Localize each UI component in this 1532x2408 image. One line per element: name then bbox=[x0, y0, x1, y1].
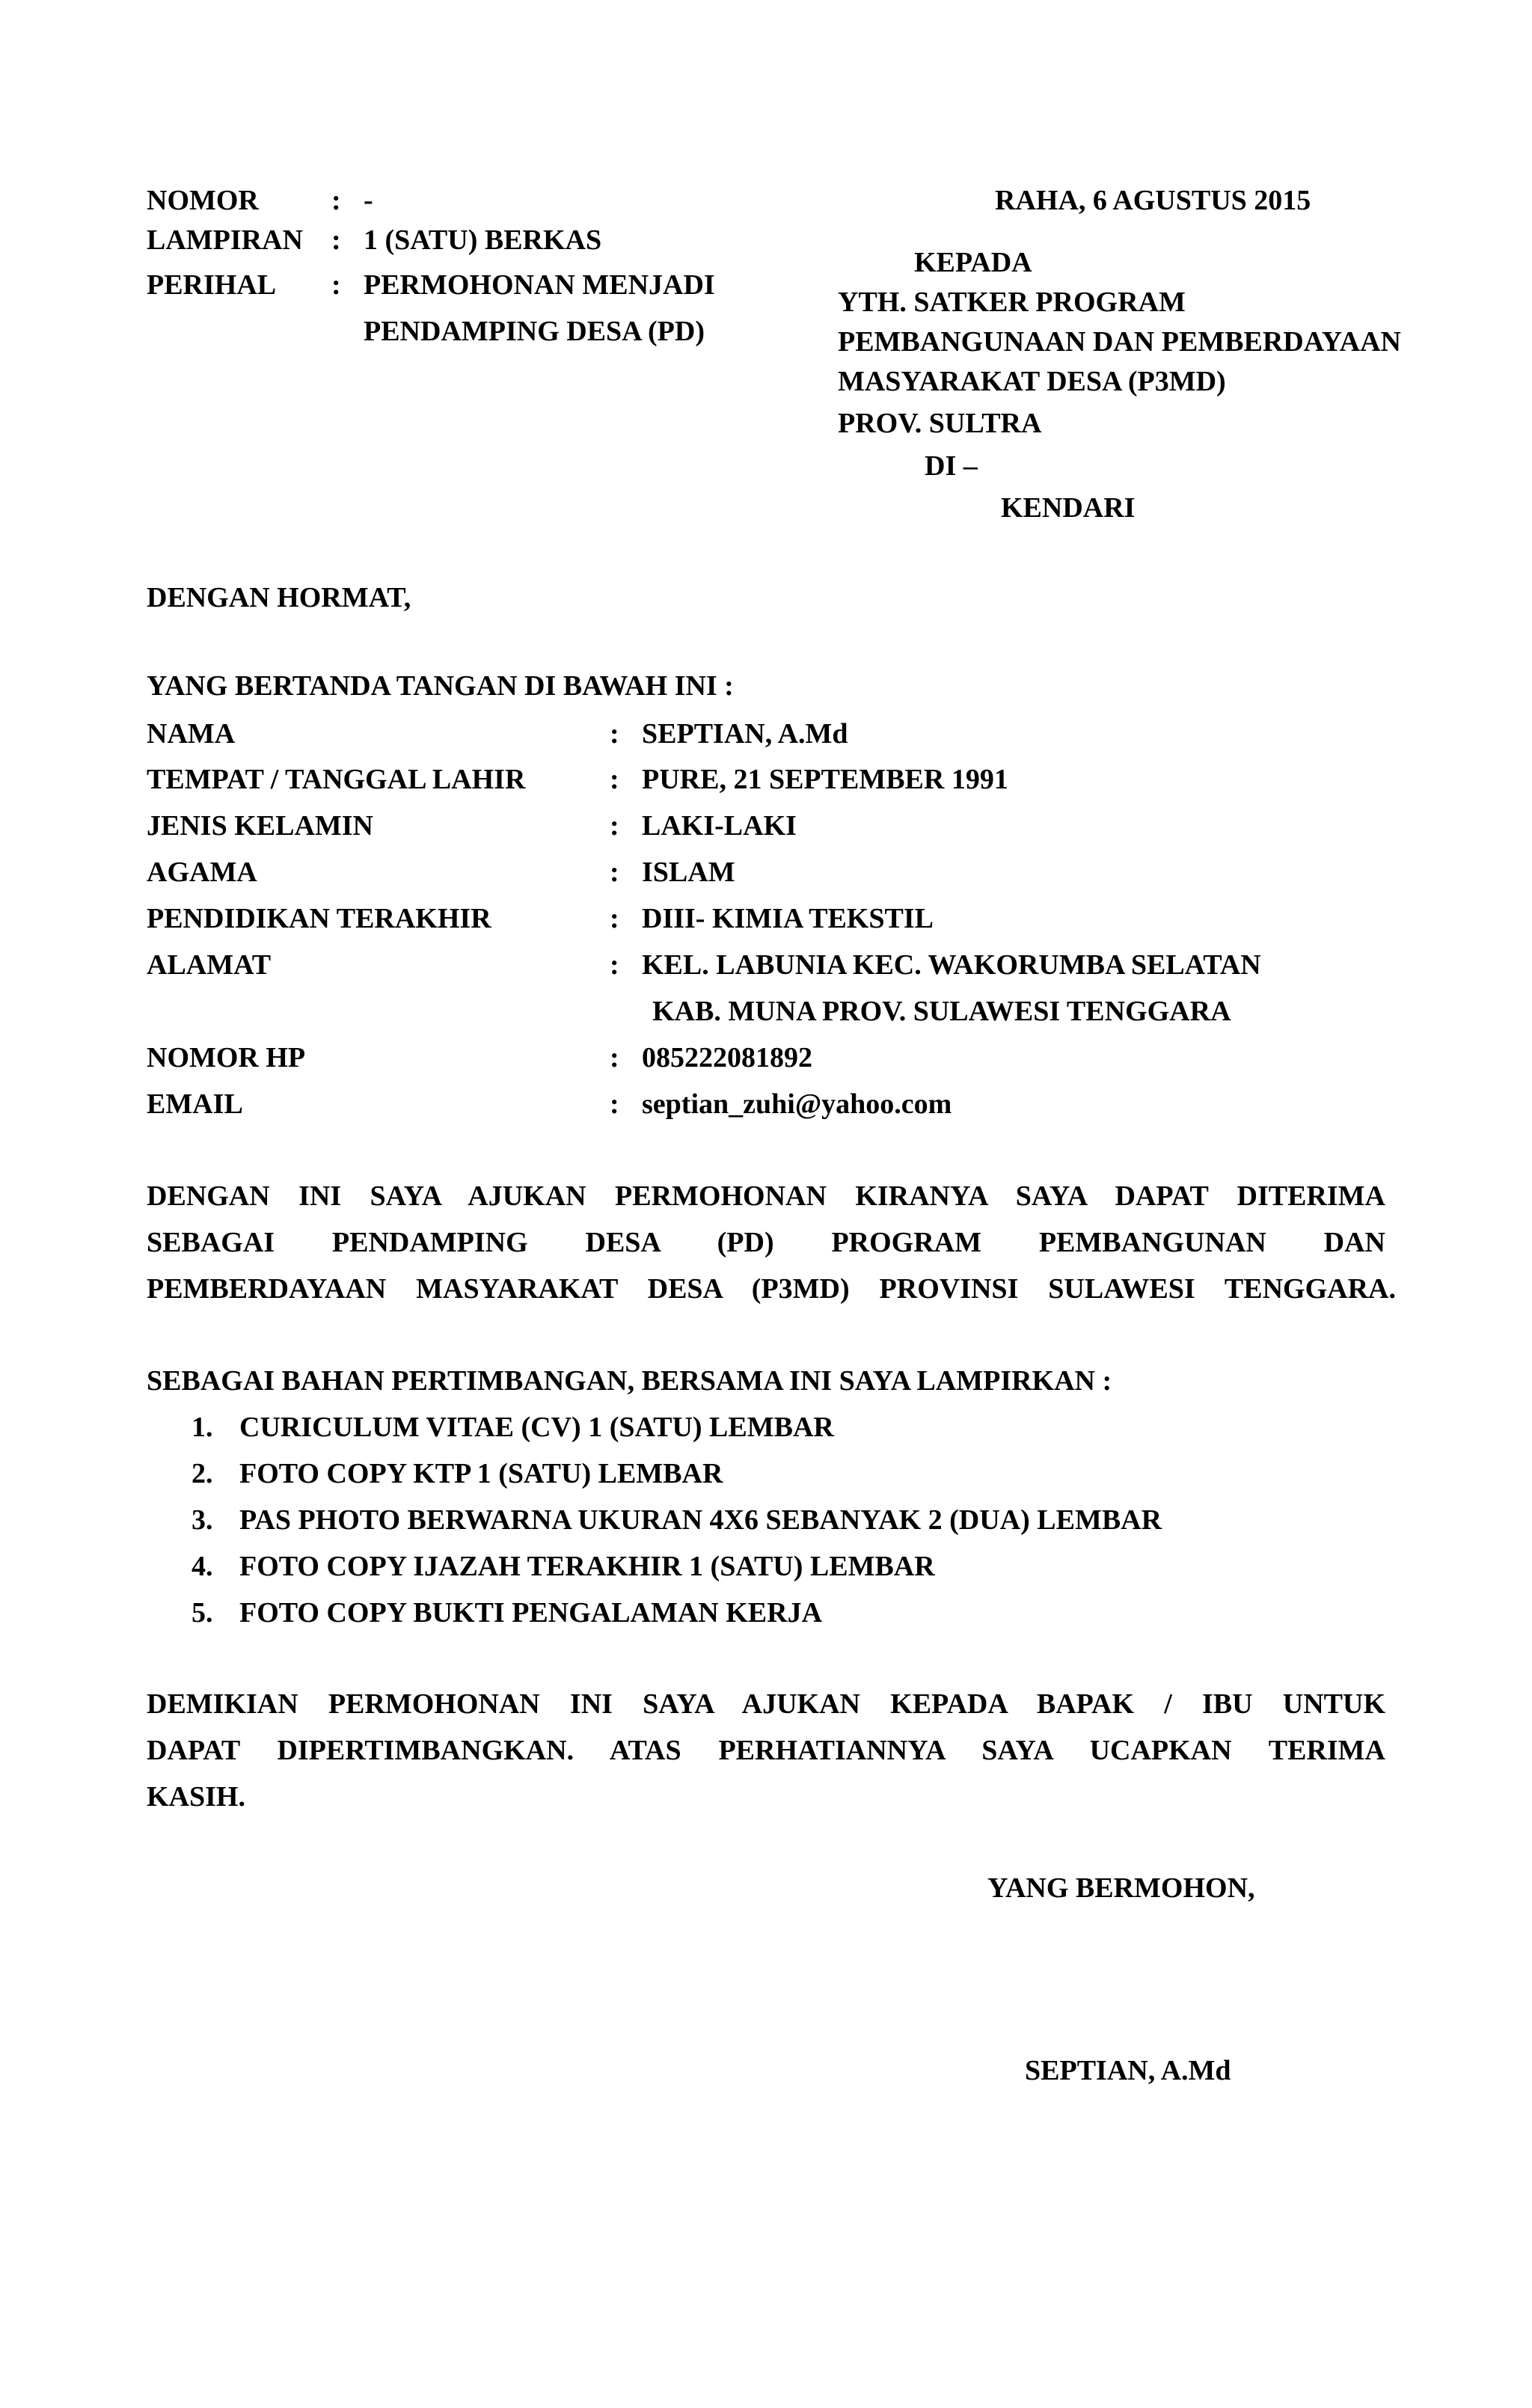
identity-label-alamat: ALAMAT bbox=[147, 949, 272, 981]
attachment-number: 1. bbox=[192, 1412, 213, 1443]
identity-colon: : bbox=[610, 903, 619, 934]
identity-value-nama: SEPTIAN, A.Md bbox=[642, 718, 848, 750]
identity-value-nomor-hp: 085222081892 bbox=[642, 1042, 812, 1073]
lampiran-label: LAMPIRAN bbox=[147, 224, 303, 256]
identity-colon: : bbox=[610, 1042, 619, 1073]
signature-name: SEPTIAN, A.Md bbox=[1025, 2055, 1231, 2086]
identity-label-ttl: TEMPAT / TANGGAL LAHIR bbox=[147, 764, 526, 795]
identity-value-email: septian_zuhi@yahoo.com bbox=[642, 1088, 952, 1120]
nomor-value: - bbox=[364, 185, 373, 216]
lampiran-value: 1 (SATU) BERKAS bbox=[364, 224, 602, 256]
identity-value-pendidikan: DIII- KIMIA TEKSTIL bbox=[642, 903, 934, 934]
body-paragraph-line1: DENGAN INI SAYA AJUKAN PERMOHONAN KIRANYA SAYA DAPAT DITERIMA bbox=[147, 1180, 1385, 1212]
nomor-label: NOMOR bbox=[147, 185, 259, 216]
identity-value-jenis-kelamin: LAKI-LAKI bbox=[642, 810, 797, 842]
identity-colon: : bbox=[610, 718, 619, 750]
recipient-line3: MASYARAKAT DESA (P3MD) bbox=[838, 366, 1226, 397]
recipient-city: KENDARI bbox=[1001, 492, 1136, 524]
closing-paragraph-line2: DAPAT DIPERTIMBANGKAN. ATAS PERHATIANNYA SAYA UCAPKAN TERIMA bbox=[147, 1735, 1385, 1766]
closing-paragraph-line3: KASIH. bbox=[147, 1781, 245, 1813]
identity-intro: YANG BERTANDA TANGAN DI BAWAH INI : bbox=[147, 670, 734, 702]
recipient-line2: PEMBANGUNAAN DAN PEMBERDAYAAN bbox=[838, 326, 1401, 358]
attachment-number: 5. bbox=[192, 1597, 213, 1629]
attachment-item: FOTO COPY IJAZAH TERAKHIR 1 (SATU) LEMBAR bbox=[239, 1551, 935, 1582]
recipient-di: DI – bbox=[925, 450, 978, 482]
identity-label-email: EMAIL bbox=[147, 1088, 243, 1120]
identity-colon: : bbox=[610, 949, 619, 981]
body-paragraph-line3: PEMBERDAYAAN MASYARAKAT DESA (P3MD) PROVINSI SULAWESI TENGGARA. bbox=[147, 1273, 1396, 1305]
perihal-value-line2: PENDAMPING DESA (PD) bbox=[364, 316, 705, 347]
attachment-item: PAS PHOTO BERWARNA UKURAN 4X6 SEBANYAK 2 (DUA) LEMBAR bbox=[239, 1504, 1162, 1536]
identity-value-alamat: KEL. LABUNIA KEC. WAKORUMBA SELATAN bbox=[642, 949, 1261, 981]
place-date: RAHA, 6 AGUSTUS 2015 bbox=[995, 185, 1311, 216]
attachment-number: 3. bbox=[192, 1504, 213, 1536]
attachments-intro: SEBAGAI BAHAN PERTIMBANGAN, BERSAMA INI SAYA LAMPIRKAN : bbox=[147, 1365, 1112, 1397]
identity-value-alamat-line2: KAB. MUNA PROV. SULAWESI TENGGARA bbox=[652, 996, 1231, 1027]
identity-label-jenis-kelamin: JENIS KELAMIN bbox=[147, 810, 373, 842]
closing-paragraph-line1: DEMIKIAN PERMOHONAN INI SAYA AJUKAN KEPADA BAPAK / IBU UNTUK bbox=[147, 1688, 1385, 1720]
perihal-value-line1: PERMOHONAN MENJADI bbox=[364, 269, 715, 301]
body-paragraph-line2: SEBAGAI PENDAMPING DESA (PD) PROGRAM PEMBANGUNAN DAN bbox=[147, 1227, 1385, 1258]
identity-label-nomor-hp: NOMOR HP bbox=[147, 1042, 306, 1073]
identity-colon: : bbox=[610, 857, 619, 888]
signature-closing: YANG BERMOHON, bbox=[987, 1872, 1255, 1904]
attachment-item: FOTO COPY BUKTI PENGALAMAN KERJA bbox=[239, 1597, 823, 1629]
nomor-colon: : bbox=[331, 185, 341, 216]
attachment-number: 4. bbox=[192, 1551, 213, 1582]
identity-label-agama: AGAMA bbox=[147, 857, 257, 888]
identity-colon: : bbox=[610, 1088, 619, 1120]
recipient-line4: PROV. SULTRA bbox=[838, 408, 1042, 439]
recipient-line1: YTH. SATKER PROGRAM bbox=[838, 287, 1186, 318]
identity-label-pendidikan: PENDIDIKAN TERAKHIR bbox=[147, 903, 491, 934]
attachment-item: FOTO COPY KTP 1 (SATU) LEMBAR bbox=[239, 1458, 723, 1489]
recipient-kepada: KEPADA bbox=[914, 247, 1032, 278]
identity-value-agama: ISLAM bbox=[642, 857, 735, 888]
identity-value-ttl: PURE, 21 SEPTEMBER 1991 bbox=[642, 764, 1008, 795]
identity-colon: : bbox=[610, 810, 619, 842]
attachment-item: CURICULUM VITAE (CV) 1 (SATU) LEMBAR bbox=[239, 1412, 834, 1443]
identity-colon: : bbox=[610, 764, 619, 795]
salutation: DENGAN HORMAT, bbox=[147, 582, 411, 613]
lampiran-colon: : bbox=[331, 224, 341, 256]
attachment-number: 2. bbox=[192, 1458, 213, 1489]
perihal-label: PERIHAL bbox=[147, 269, 277, 301]
perihal-colon: : bbox=[331, 269, 341, 301]
identity-label-nama: NAMA bbox=[147, 718, 236, 750]
